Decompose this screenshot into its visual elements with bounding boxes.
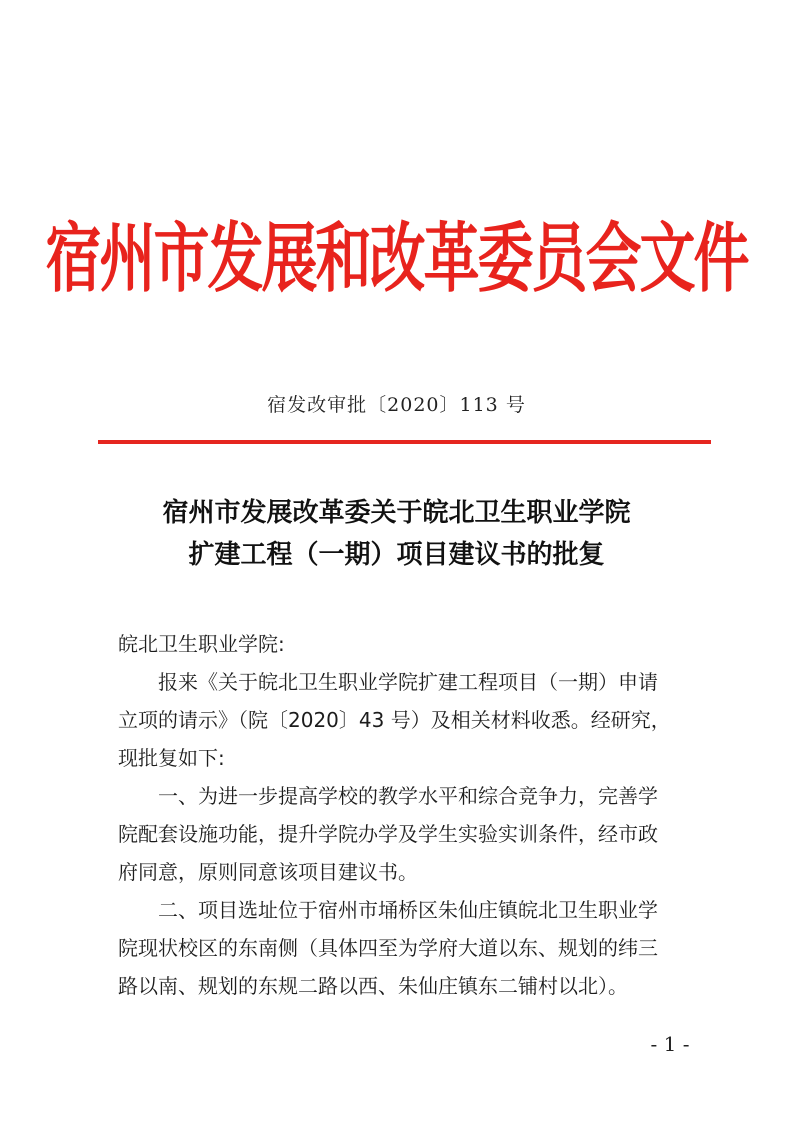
document-title [0,492,793,576]
page-number: - 1 - [650,1032,690,1056]
document-title-line: 宿州市发展改革委关于皖北卫生职业学院 [162,498,631,528]
paragraph-line: 立项的请示》（院〔2020〕43 号）及相关材料收悉。经研究， [118,708,671,732]
paragraph-line: 二、项目选址位于宿州市埇桥区朱仙庄镇皖北卫生职业学 [158,898,658,922]
paragraph-line: 院配套设施功能，提升学院办学及学生实验实训条件，经市政 [118,822,658,846]
paragraph-line: 路以南、规划的东规二路以西、朱仙庄镇东二铺村以北）。 [118,974,628,998]
paragraph-line: 报来《关于皖北卫生职业学院扩建工程项目（一期）申请 [158,670,658,694]
issuing-authority-header: 宿州市发展和改革委员会文件 [45,215,748,304]
paragraph-line: 一、为进一步提高学校的教学水平和综合竞争力，完善学 [158,784,658,808]
document-body [118,625,718,1005]
document-title-line: 扩建工程（一期）项目建议书的批复 [188,540,605,570]
paragraph-line: 院现状校区的东南侧（具体四至为学府大道以东、规划的纬三 [118,936,658,960]
document-number: 宿发改审批〔2020〕113 号 [267,394,526,416]
red-divider-line [98,440,711,444]
paragraph-line: 现批复如下: [118,746,225,770]
paragraph-line: 府同意，原则同意该项目建议书。 [118,860,418,884]
recipient: 皖北卫生职业学院: [118,632,285,656]
